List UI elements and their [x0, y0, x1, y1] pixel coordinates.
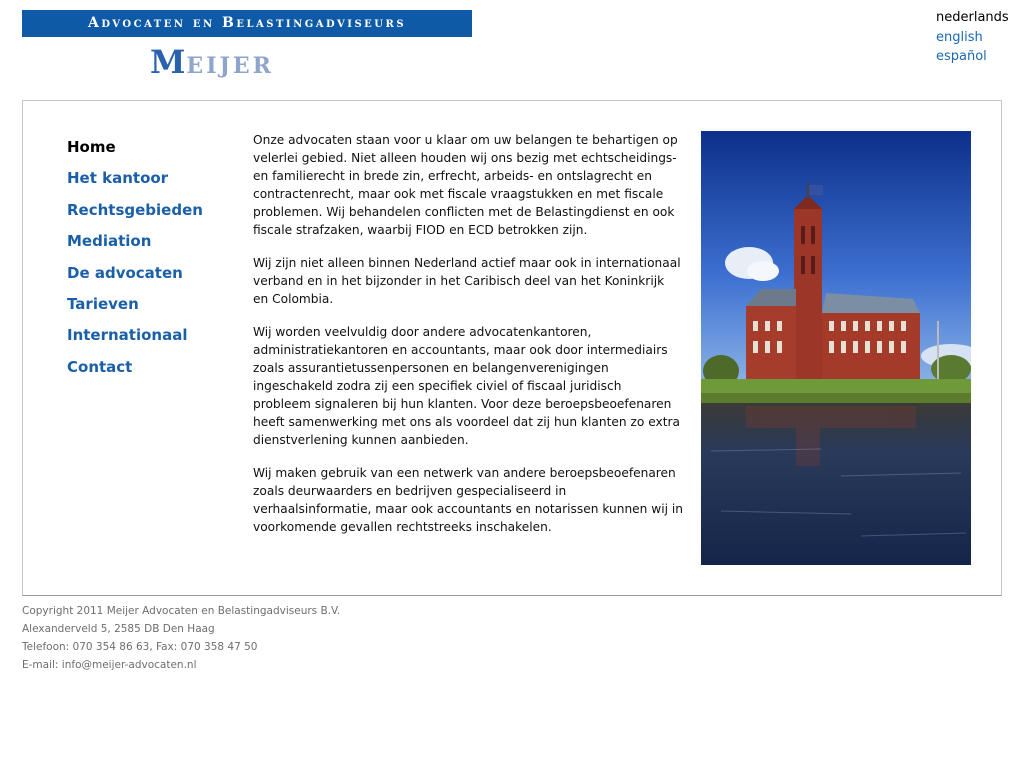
nav-item-de-advocaten[interactable]: De advocaten: [67, 263, 183, 282]
nav-item-rechtsgebieden[interactable]: Rechtsgebieden: [67, 200, 203, 219]
footer: [22, 602, 340, 674]
meijer-logo[interactable]: [150, 44, 274, 80]
main-navigation: [67, 137, 227, 388]
paragraph: Wij maken gebruik van een netwerk van andere beroepsbeoefenaren zoals deurwaarders en bedrijven gespecialiseerd in verhaalsinformatie, maar ook accountants en notarissen kunnen wij in voorkomende gevallen rechtstreeks inschakelen.: [253, 466, 683, 534]
logo-text: EIJER: [186, 53, 274, 79]
nav-item-contact[interactable]: Contact: [67, 357, 133, 376]
intro-text: [253, 131, 683, 551]
paragraph: Wij worden veelvuldig door andere advocatenkantoren, administratiekantoren en accountants, maar ook door intermediairs zoals assurantietussenpersonen en belangenverenigingen ingeschakeld zodra zij een specifiek civiel of fiscaal juridisch probleem signaleren bij hun klanten. Voor deze beroepsbeoefenaren heeft samenwerking met ons als voordeel dat zij hun klanten zo extra dienstverlening kunnen aanbieden.: [253, 325, 680, 447]
language-switcher: [936, 8, 1009, 67]
footer-phone: Telefoon: 070 354 86 63, Fax: 070 358 47 50: [22, 641, 258, 653]
office-building-photo: [701, 131, 971, 565]
paragraph: Onze advocaten staan voor u klaar om uw belangen te behartigen op velerlei gebied. Niet alleen houden wij ons bezig met echtscheidings- en familierecht in brede zin, erfrecht, arbeids- en ontslagrecht en contractenrecht, maar ook met fiscale vraagstukken en met fiscale problemen. Wij behandelen conflicten met de Belastingdienst en ook fiscale strafzaken, waarbij FIOD en ECD betrokken zijn.: [253, 133, 678, 237]
paragraph: Wij zijn niet alleen binnen Nederland actief maar ook in internationaal verband en in het bijzonder in het Caribisch deel van het Koninkrijk en Colombia.: [253, 256, 681, 306]
footer-copyright: Copyright 2011 Meijer Advocaten en Belastingadviseurs B.V.: [22, 605, 341, 617]
nav-item-tarieven[interactable]: Tarieven: [67, 294, 139, 313]
nav-item-mediation[interactable]: Mediation: [67, 232, 152, 251]
footer-address: Alexanderveld 5, 2585 DB Den Haag: [22, 623, 215, 635]
nav-item-het-kantoor[interactable]: Het kantoor: [67, 169, 169, 188]
tagline-banner: Advocaten en Belastingadviseurs: [22, 10, 472, 37]
language-espanol[interactable]: español: [936, 49, 987, 64]
footer-email[interactable]: E-mail: info@meijer-advocaten.nl: [22, 659, 197, 671]
nav-item-home[interactable]: Home: [67, 138, 116, 156]
logo-initial: M: [150, 43, 187, 81]
main-content-box: [22, 100, 1002, 596]
language-english[interactable]: english: [936, 29, 983, 45]
nav-item-internationaal[interactable]: Internationaal: [67, 326, 188, 345]
language-nederlands[interactable]: nederlands: [936, 10, 1009, 25]
